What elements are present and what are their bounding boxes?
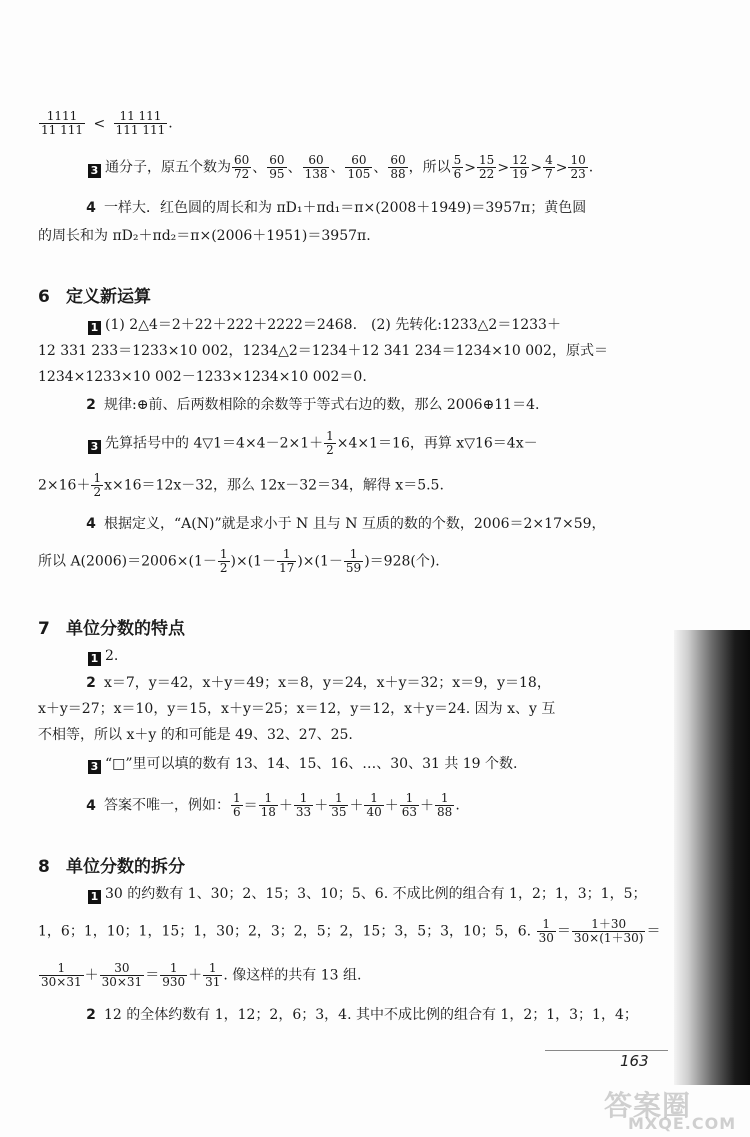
denominator: 30 [538,931,554,945]
operator: ＋ [314,797,329,814]
period: . [455,797,460,814]
fraction [218,548,230,575]
operator: > [530,159,543,176]
denominator: 95 [269,167,285,181]
period: . [588,159,594,176]
answer-text: 答案不唯一，例如： [104,797,230,814]
page-number-rule [545,1050,668,1051]
numerator: 1 [326,429,334,443]
page-edge-shadow [674,630,750,1085]
section-number: 8 [38,857,50,877]
numerator: 60 [390,153,406,167]
numerator: 1 [219,547,228,561]
answer-4b-line-2: 所以 A(2006)＝2006×(1－ $\frac{1}{2}$ )×(1－ $\frac{1}{17}$ )×(1－ $\frac{1}{59}$ )＝928(个). [38,547,440,575]
section-title: 单位分数的拆分 [66,857,185,877]
numerator: 11 111 [114,110,168,124]
answer-4-line-2: 的周长和为 πD₂＋πd₂＝π×(2006＋1951)＝3957π. [38,228,371,244]
numerator: 15 [479,153,495,167]
answer-1-line-1 [88,315,561,335]
answer-number-box: 1 [88,652,101,666]
watermark-url: MXQE.COM [628,1114,737,1133]
numerator: 60 [345,154,372,168]
operator: ＝ [243,797,258,814]
answer-1d-line-2: 1，6；1，10；1，15；1，30；2，3；2，5；2，15；3，5；3，10；5，6. $\frac{1}{30}$ ＝ $\frac{1+30}{30\times(1+30)}$ ＝ [38,917,661,945]
answer-number: 2 [86,675,96,691]
fraction [345,154,372,181]
fraction [344,548,363,575]
denominator: 2 [219,561,228,575]
section-heading-8 [38,852,185,877]
answer-number: 2 [86,397,96,413]
answer-2-line [84,395,539,415]
numerator: 1 [39,962,84,976]
fraction [160,962,187,989]
fraction [114,110,168,137]
denominator: 30×31 [101,975,143,989]
answer-text: . 像这样的共有 13 组. [223,967,362,984]
fraction [100,962,145,989]
top-inequality [38,110,173,137]
numerator: 1 [400,792,419,806]
denominator: 23 [570,167,586,181]
operator: > [555,159,568,176]
denominator: 138 [304,167,328,181]
answer-4c-line [84,792,460,819]
numerator: 10 [570,153,586,167]
answer-number: 4 [86,200,96,216]
denominator: 930 [162,975,186,989]
operator: > [497,159,510,176]
fraction [303,154,330,181]
answer-text: 1，6；1，10；1，15；1，30；2，3；2，5；2，15；3，5；3，10；5，6. [38,923,532,940]
operator: 、 [252,159,267,176]
denominator: 2 [326,443,334,457]
answer-2d-line [84,1005,638,1025]
denominator: 30×(1＋30) [573,931,644,945]
numerator: 5 [453,153,462,167]
fraction [435,792,454,819]
answer-4b-line-1 [84,514,606,534]
answer-text: 通分子，原五个数为 [105,159,231,176]
answer-text: ＝928(个). [369,553,440,570]
fraction [39,110,85,137]
numerator: 1111 [39,110,85,124]
fraction [329,792,348,819]
denominator: 33 [295,805,312,819]
fraction [572,918,646,945]
denominator: 88 [390,167,406,181]
answer-3-line-2 [38,472,444,499]
denominator: 59 [345,561,362,575]
denominator: 111 111 [115,123,166,137]
answer-text: ×4×1＝16，再算 x▽16＝4x－ [336,435,538,452]
answer-number-box: 1 [88,321,101,335]
answer-1-line-2: 12 331 233＝1233×10 002，1234△2＝1234＋12 341 234＝1234×10 002，原式＝ [38,343,608,359]
denominator: 19 [512,167,528,181]
denominator: 31 [205,975,221,989]
denominator: 18 [260,805,276,819]
answer-2c-line-2: x＋y＝27；x＝10，y＝15，x＋y＝25；x＝12，y＝12，x＋y＝24. 因为 x、y 互 [38,701,556,717]
numerator: 1 [294,792,313,806]
denominator: 105 [347,167,371,181]
fraction [510,154,529,181]
denominator: 30×31 [41,975,82,989]
denominator: 35 [331,805,347,819]
answer-number: 4 [86,516,96,532]
section-heading-6 [38,282,151,307]
denominator: 88 [437,805,453,819]
answer-text: 所以 A(2006)＝2006× [38,553,189,570]
numerator: 60 [269,153,285,167]
fraction [400,792,419,819]
section-title: 单位分数的特点 [66,619,185,639]
answer-text: 2. [105,648,119,664]
fraction [203,962,222,989]
answer-text: 2×16＋ [38,477,91,494]
answer-text: 根据定义，“A(N)”就是求小于 N 且与 N 互质的数的个数，2006＝2×17×59， [104,516,606,532]
answer-number: 4 [86,797,96,814]
answer-text: 12 的全体约数有 1，12；2，6；3，4. 其中不成比例的组合有 1，2；1，3；1，4； [104,1007,638,1023]
answer-1d-line-1 [88,884,647,904]
fraction [543,154,555,181]
denominator: 22 [479,167,495,181]
fraction [294,792,313,819]
answer-number: 2 [86,1007,96,1023]
operator: ＋ [278,797,293,814]
answer-3c-line [88,754,518,774]
fraction [259,792,278,819]
answer-2c-line-3: 不相等，所以 x＋y 的和可能是 49、32、27、25. [38,727,353,743]
less-than-sign: < [93,115,106,132]
numerator: 1 [364,792,383,806]
fraction [364,792,383,819]
numerator: 1＋30 [572,918,646,932]
numerator: 1 [203,962,222,976]
denominator: 2 [93,485,102,499]
period: . [168,115,173,132]
watermark-logo: 答案圈 [604,1089,692,1122]
denominator: 72 [234,167,250,181]
fraction [231,792,243,819]
fraction [452,154,464,181]
fraction-list [231,153,409,181]
numerator: 30 [100,962,145,976]
fraction [477,154,496,181]
answer-text: ，所以 [408,159,451,176]
numerator: 1 [233,791,241,805]
answer-1d-line-3: $\frac{1}{30\times 31}$ ＋ $\frac{30}{30\times 31}$ ＝ $\frac{1}{930}$ ＋ $\frac{1}{31}$ . 像这样的共有 13 组. [41,961,362,989]
numerator: 1 [160,962,187,976]
denominator: 63 [401,805,418,819]
numerator: 1 [277,548,296,562]
numerator: 1 [537,918,556,932]
fraction [388,154,407,181]
answer-3-line-1 [88,430,538,457]
fraction [537,918,556,945]
operator: 、 [373,159,388,176]
denominator: 6 [233,805,241,819]
fraction-chain [451,153,589,181]
answer-text: 规律:⊕前、后两数相除的余数等于等式右边的数，那么 2006⊕11＝4. [104,397,540,413]
numerator: 1 [344,548,363,562]
denominator: 6 [453,167,462,181]
fraction-sum [230,791,455,819]
numerator: 12 [512,153,528,167]
answer-2c-line-1 [84,673,551,693]
answer-number-box: 3 [88,440,101,454]
answer-number-box: 1 [88,890,101,904]
numerator: 1 [329,792,348,806]
section-title: 定义新运算 [66,287,151,307]
operator: ＋ [349,797,364,814]
fraction [91,472,103,499]
denominator: 11 111 [41,123,83,137]
operator: ＋ [384,797,399,814]
fraction [324,430,336,457]
section-number: 6 [38,287,50,307]
answer-number-box: 3 [88,164,101,178]
answer-3-fractions [88,154,593,181]
numerator: 4 [545,153,553,167]
denominator: 40 [366,805,382,819]
operator: > [464,159,477,176]
denominator: 17 [279,561,295,575]
fraction [232,154,251,181]
answer-text: x＝7，y＝42，x＋y＝49；x＝8，y＝24，x＋y＝32；x＝9，y＝18， [104,675,551,691]
answer-text: (1) 2△4＝2＋22＋222＋2222＝2468. (2) 先转化:1233△2＝1233＋ [105,317,561,333]
answer-text: 30 的约数有 1、30；2、15；3、10；5、6. 不成比例的组合有 1，2；1，3；1，5； [105,886,647,902]
page-number: 163 [620,1052,649,1070]
answer-1c-line [88,646,118,666]
operator: 、 [287,159,302,176]
answer-text: x×16＝12x－32，那么 12x－32＝34，解得 x＝5.5. [104,477,444,494]
answer-text: “□”里可以填的数有 13、14、15、16、…、30、31 共 19 个数. [105,756,518,772]
answer-text: 一样大．红色圆的周长和为 πD₁＋πd₁＝π×(2008＋1949)＝3957π；黄色圆 [104,200,587,216]
fraction [568,154,587,181]
numerator: 1 [93,471,102,485]
answer-number-box: 3 [88,760,101,774]
numerator: 60 [303,154,330,168]
fraction [277,548,296,575]
operator: ＋ [420,797,435,814]
fraction [267,154,286,181]
denominator: 7 [545,167,553,181]
numerator: 1 [259,792,278,806]
numerator: 60 [234,153,250,167]
section-number: 7 [38,619,50,639]
operator: 、 [330,159,345,176]
answer-text: 先算括号中的 4▽1＝4×4－2×1＋ [105,435,324,452]
numerator: 1 [435,792,454,806]
answer-1-line-3: 1234×1233×10 002－1233×1234×10 002＝0. [38,369,367,385]
answer-4-line-1 [84,198,586,218]
fraction [39,962,84,989]
section-heading-7 [38,614,185,639]
